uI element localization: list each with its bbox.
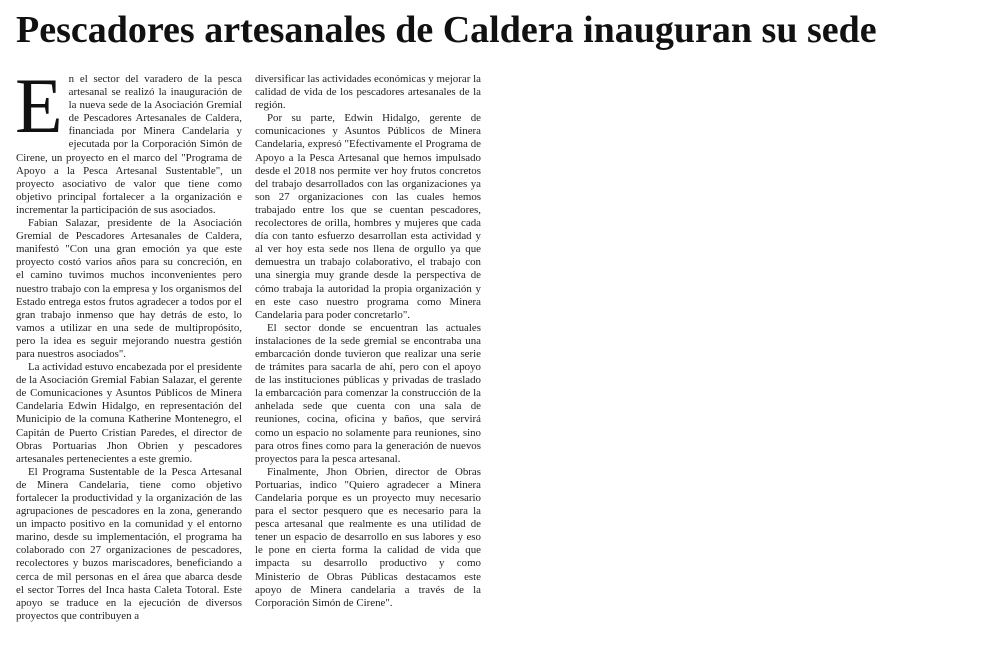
article-headline: Pescadores artesanales de Caldera inauguran su sede xyxy=(16,9,877,51)
drop-cap: E xyxy=(15,62,63,149)
article-paragraph: El sector donde se encuentran las actuales instalaciones de la sede gremial se encontraba una embarcación donde tuvieron que realizar una serie de trámites para sacarla de ahí, pero con el apoyo de las instituciones públicas y privadas de traslado la embarcación para comenzar la construcción de la anhelada sede que cuenta con una sala de reuniones, cocina, oficina y baños, que servirá como un espacio no solamente para reuniones, sino para otros fines como para la generación de nuevos proyectos para la pesca artesanal. xyxy=(255,321,481,465)
article-column-1 xyxy=(15,62,242,623)
article-column-2 xyxy=(255,73,481,610)
article-paragraph: Por su parte, Edwin Hidalgo, gerente de comunicaciones y Asuntos Públicos de Minera Candelaria, expresó "Efectivamente el Programa de Apoyo a la Pesca Artesanal que hemos impulsado desde el 2018 nos permite ver hoy frutos concretos del trabajo desarrollados con las organizaciones ya son 27 organizaciones con las cuales hemos trabajado entre los que se cuentan pescadores, recolectores de orilla, hombres y mujeres que cada día con tanto esfuerzo desarrollan esta actividad y al ver hoy esta sede nos llena de orgullo ya que demuestra un trabajo colaborativo, el trabajo con una sinergia muy grande desde la perspectiva de cómo trabaja la autoridad la propia organización y en este caso nuestro programa como Minera Candelaria para poder concretarlo". xyxy=(255,112,481,321)
article-paragraph: Finalmente, Jhon Obrien, director de Obras Portuarias, indico "Quiero agradecer a Minera Candelaria porque es un proyecto muy necesario para el sector pesquero que es necesario para la pesca artesanal que realmente es una utilidad de tener un espacio de desarrollo en sus labores y eso le pone en cierta forma la calidad de vida que impacta su desarrollo productivo y como Ministerio de Obras Públicas destacamos este apoyo de Minera candelaria a través de la Corporación Simón de Cirene". xyxy=(255,465,481,609)
paragraph-text: n el sector del varadero de la pesca artesanal se realizó la inauguración de la nueva sede de la Asociación Gremial de Pescadores Artesanales de Caldera, financiada por Minera Candelaria y ejecutada por la Corporación Simón de Cirene, un proyecto en el marco del "Programa de Apoyo a la Pesca Artesanal Sustentable", un proyecto asociativo de valor que tiene como objetivo principal fortalecer a la organización e incrementar la participación de sus asociados. xyxy=(16,73,242,216)
article-paragraph: La actividad estuvo encabezada por el presidente de la Asociación Gremial Fabian Salazar, el gerente de Comunicaciones y Asuntos Públicos de Minera Candelaria Edwin Hidalgo, en representación del Municipio de la comuna Katherine Montenegro, el Capitán de Puerto Cristian Paredes, el director de Obras Portuarias Jhon Obrien y pescadores artesanales pertenecientes a este gremio. xyxy=(16,361,242,465)
article-paragraph xyxy=(15,62,242,217)
article-paragraph: diversificar las actividades económicas y mejorar la calidad de vida de los pescadores artesanales de la región. xyxy=(255,73,481,112)
article-paragraph: Fabian Salazar, presidente de la Asociación Gremial de Pescadores Artesanales de Caldera, manifestó "Con una gran emoción ya que este proyecto costó varios años para su concreción, en el camino tuvimos muchos inconvenientes pero nuestro trabajo con la empresa y los organismos del Estado entrega estos frutos agradecer a todos por el gran trabajo inmenso que hay detrás de esto, lo vamos a utilizar en una sede de multipropósito, pero la idea es seguir mejorando nuestra gestión para nuestros asociados". xyxy=(16,217,242,360)
article-paragraph: El Programa Sustentable de la Pesca Artesanal de Minera Candelaria, tiene como objetivo fortalecer la productividad y la organización de las agrupaciones de pescadores en la zona, generando un impacto positivo en la comunidad y el entorno marino, desde su implementación, el programa ha colaborado con 27 organizaciones de pescadores, recolectores y buzos mariscadores, beneficiando a cerca de mil personas en el área que abarca desde el sector Torres del Inca hasta Caleta Totoral. Este apoyo se traduce en la ejecución de diversos proyectos que contribuyen a xyxy=(16,465,242,622)
